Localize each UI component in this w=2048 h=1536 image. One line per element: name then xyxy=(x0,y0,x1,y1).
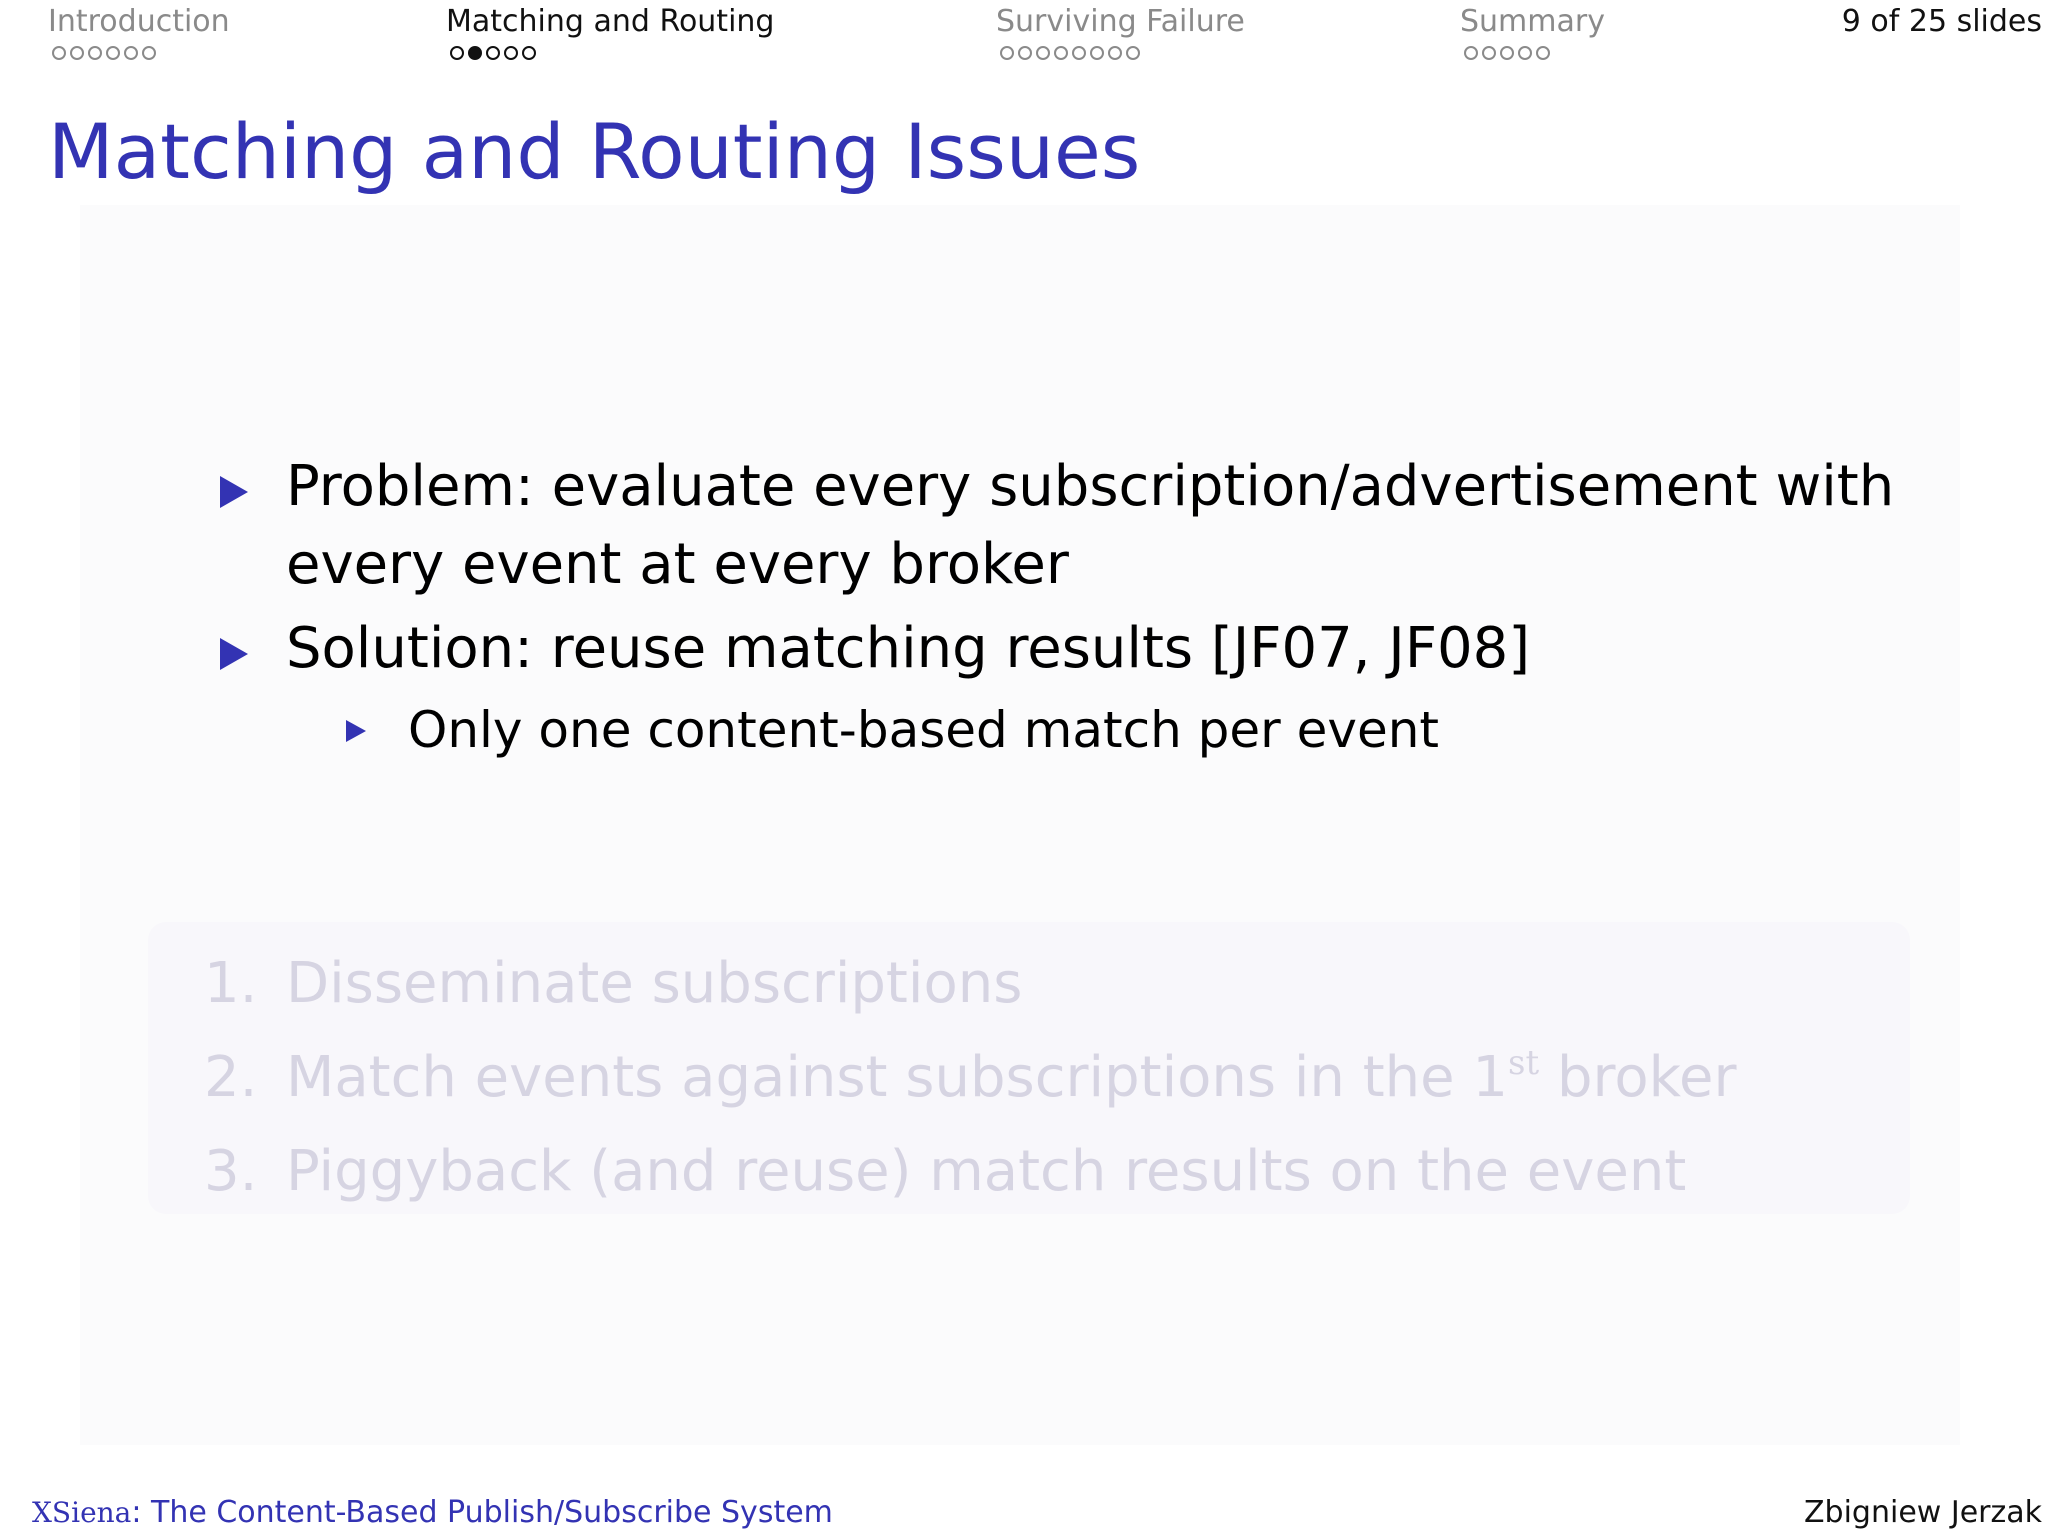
bullet-item xyxy=(220,448,1920,604)
slide-dot[interactable] xyxy=(1054,46,1068,60)
bullet-list xyxy=(220,448,1920,766)
footer-title xyxy=(32,1495,833,1530)
slide-counter: 9 of 25 slides xyxy=(1841,4,2042,39)
item-text xyxy=(286,1031,1736,1125)
nav-section-dots xyxy=(52,46,230,60)
navigation-bar xyxy=(0,0,2048,90)
nav-section-surviving-failure[interactable] xyxy=(996,2,1245,60)
numbered-item xyxy=(204,937,1904,1031)
slide-content-background xyxy=(80,205,1960,1445)
slide-title: Matching and Routing Issues xyxy=(48,107,1141,196)
nav-section-label[interactable]: Summary xyxy=(1460,4,1605,39)
item-text-after: broker xyxy=(1539,1045,1737,1110)
item-number: 1. xyxy=(204,951,258,1016)
bullet-triangle-icon xyxy=(220,610,286,670)
slide-dot[interactable] xyxy=(1500,46,1514,60)
slide-dot[interactable] xyxy=(142,46,156,60)
slide-dot[interactable] xyxy=(70,46,84,60)
slide-footer xyxy=(0,1482,2048,1536)
bullet-triangle-icon xyxy=(220,448,286,508)
slide-dot[interactable] xyxy=(1000,46,1014,60)
slide-dot[interactable] xyxy=(522,46,536,60)
slide-dot-current[interactable] xyxy=(468,46,482,60)
bullet-text: Solution: reuse matching results [JF07, JF08] xyxy=(286,616,1531,681)
slide-dot[interactable] xyxy=(1072,46,1086,60)
item-text-before: Match events against subscriptions in the 1 xyxy=(286,1045,1509,1110)
program-name: XSiena xyxy=(32,1496,132,1529)
numbered-item xyxy=(204,1125,1904,1219)
nav-section-dots xyxy=(450,46,774,60)
slide-dot[interactable] xyxy=(450,46,464,60)
slide-dot[interactable] xyxy=(1536,46,1550,60)
slide-dot[interactable] xyxy=(1482,46,1496,60)
slide-dot[interactable] xyxy=(504,46,518,60)
nav-section-label[interactable]: Introduction xyxy=(48,4,230,39)
nav-section-label[interactable]: Surviving Failure xyxy=(996,4,1245,39)
item-text: Piggyback (and reuse) match results on the event xyxy=(286,1139,1687,1204)
slide-dot[interactable] xyxy=(1036,46,1050,60)
nav-section-summary[interactable] xyxy=(1460,2,1605,60)
nav-section-dots xyxy=(1000,46,1245,60)
bullet-text: Problem: evaluate every subscription/advertisement with every event at every broker xyxy=(286,454,1895,597)
slide-dot[interactable] xyxy=(1464,46,1478,60)
superscript: st xyxy=(1508,1043,1540,1083)
item-number: 2. xyxy=(204,1045,258,1110)
footer-author: Zbigniew Jerzak xyxy=(1804,1495,2042,1530)
item-number: 3. xyxy=(204,1139,258,1204)
sub-bullet-item xyxy=(346,694,1920,766)
sub-bullet-text: Only one content-based match per event xyxy=(408,701,1440,759)
slide-dot[interactable] xyxy=(1518,46,1532,60)
slide-dot[interactable] xyxy=(1108,46,1122,60)
bullet-item xyxy=(220,610,1920,688)
nav-section-matching-and-routing[interactable] xyxy=(446,2,774,60)
faded-numbered-list xyxy=(204,937,1904,1219)
slide-dot[interactable] xyxy=(1018,46,1032,60)
numbered-item xyxy=(204,1031,1904,1125)
footer-subtitle: : The Content-Based Publish/Subscribe System xyxy=(131,1495,833,1530)
nav-section-introduction[interactable] xyxy=(48,2,230,60)
slide-dot[interactable] xyxy=(1090,46,1104,60)
nav-section-dots xyxy=(1464,46,1605,60)
slide-dot[interactable] xyxy=(486,46,500,60)
nav-section-label[interactable]: Matching and Routing xyxy=(446,4,775,39)
slide-dot[interactable] xyxy=(1126,46,1140,60)
item-text: Disseminate subscriptions xyxy=(286,951,1023,1016)
slide-dot[interactable] xyxy=(106,46,120,60)
slide-dot[interactable] xyxy=(88,46,102,60)
slide-dot[interactable] xyxy=(52,46,66,60)
slide-dot[interactable] xyxy=(124,46,138,60)
sub-bullet-triangle-icon xyxy=(346,694,408,742)
